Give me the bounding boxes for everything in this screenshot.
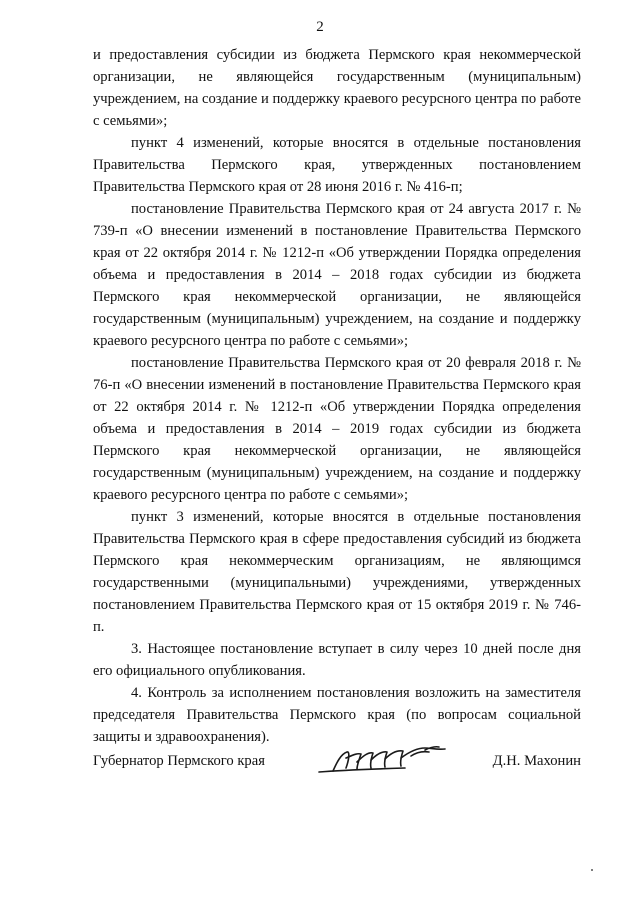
paragraph-clause-3-entry-into-force: 3. Настоящее постановление вступает в силу через 10 дней после дня его официального опубликования. [93, 641, 581, 679]
signatory-name: Д.Н. Махонин [492, 753, 581, 769]
page-number: 2 [316, 19, 324, 35]
paragraph-item-3-changes-2019: пункт 3 изменений, которые вносятся в отдельные постановления Правительства Пермского края в сфере предоставления субсидий из бюджета Пермского края некоммерческим организациям, не являющимся государственными (муниципальными) учреждениями, утвержденных постановлением Правительства Пермского края от 15 октября 2019 г. № 746-п. [93, 509, 581, 635]
paragraph-item-4-changes-2016: пункт 4 изменений, которые вносятся в отдельные постановления Правительства Пермского края, утвержденных постановлением Правительства Пермского края от 28 июня 2016 г. № 416-п; [93, 135, 581, 195]
signatory-title: Губернатор Пермского края [93, 753, 265, 769]
paragraph-resolution-739p: постановление Правительства Пермского края от 24 августа 2017 г. № 739-п «О внесении изменений в постановление Правительства Пермского края от 22 октября 2014 г. № 1212-п «Об утверждении Порядка определения объема и предоставления в 2014 – 2018 годах субсидии из бюджета Пермского края некоммерческой организации, не являющейся государственным (муниципальным) учреждением, на создание и поддержку краевого ресурсного центра по работе с семьями»; [93, 201, 581, 349]
handwritten-signature [313, 740, 463, 780]
paragraph-resolution-76p: постановление Правительства Пермского края от 20 февраля 2018 г. № 76-п «О внесении изменений в постановление Правительства Пермского края от 22 октября 2014 г. № 1212-п «Об утверждении Порядка определения объема и предоставления в 2014 – 2019 годах субсидии из бюджета Пермского края некоммерческой организации, не являющейся государственным (муниципальным) учреждением, на создание и поддержку краевого ресурсного центра по работе с семьями»; [93, 355, 581, 503]
document-body [93, 44, 581, 748]
paragraph-subsidy-continuation: и предоставления субсидии из бюджета Пермского края некоммерческой организации, не являющейся государственным (муниципальным) учреждением, на создание и поддержку краевого ресурсного центра по работе с семьями»; [93, 47, 581, 129]
signature-block [93, 740, 581, 780]
scan-speck [590, 868, 594, 872]
paragraph-clause-4-control: 4. Контроль за исполнением постановления возложить на заместителя председателя Правительства Пермского края (по вопросам социальной защиты и здравоохранения). [93, 685, 581, 745]
